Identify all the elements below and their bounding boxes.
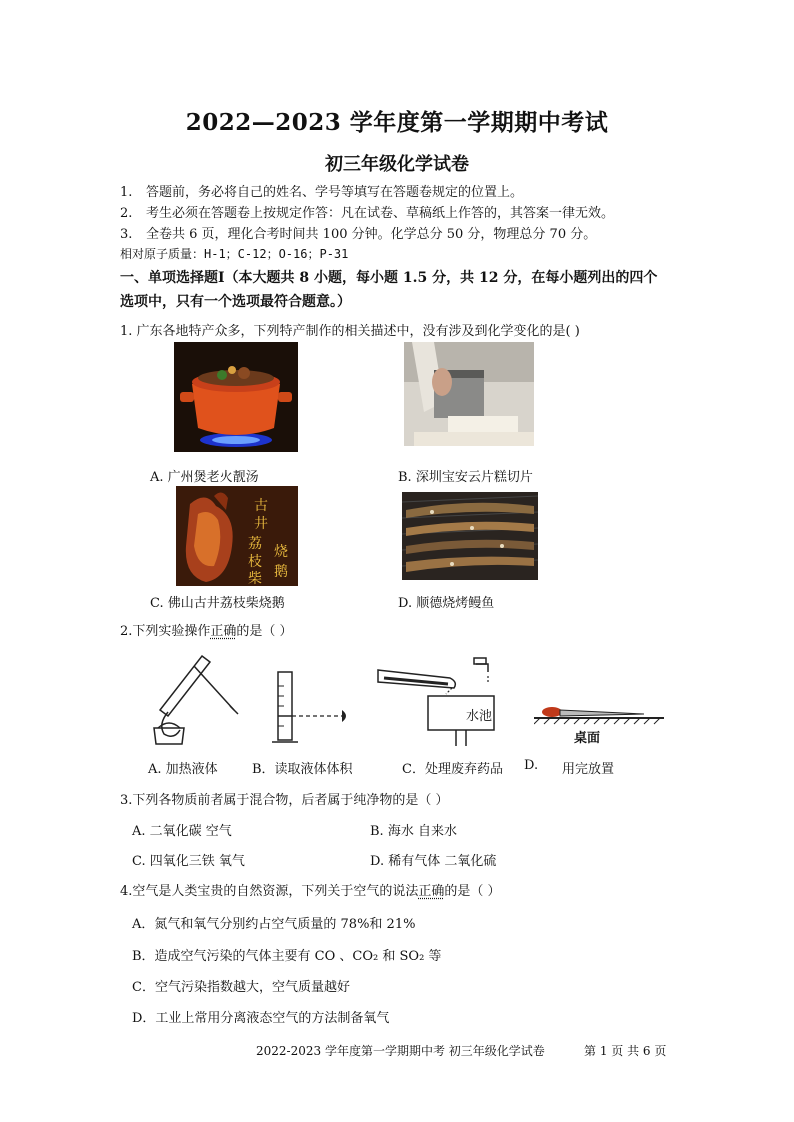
q3-option-c: C. 四氧化三铁 氧气 bbox=[132, 854, 245, 869]
clay-pot-soup-image bbox=[174, 342, 298, 452]
atomic-mass-line: 相对原子质量：H-1；C-12；O-16；P-31 bbox=[120, 247, 349, 261]
note-number: 2. bbox=[120, 206, 133, 221]
dropper-on-table-diagram bbox=[534, 700, 664, 748]
q1-option-d: D. 顺德烧烤鳗鱼 bbox=[398, 596, 495, 611]
q3-option-a: A. 二氧化碳 空气 bbox=[132, 824, 232, 839]
q4-option-c: C．空气污染指数越大，空气质量越好 bbox=[132, 980, 350, 995]
question-3-stem: 3.下列各物质前者属于混合物，后者属于纯净物的是（ ） bbox=[120, 793, 449, 808]
table-label: 桌面 bbox=[574, 730, 601, 745]
note-number: 1. bbox=[120, 185, 133, 200]
section-heading-line1: 一、单项选择题Ⅰ（本大题共 8 小题，每小题 1.5 分，共 12 分，在每小题列出的四个 bbox=[120, 270, 658, 286]
note-3 bbox=[120, 223, 596, 242]
q2-option-d: 用完放置 bbox=[562, 762, 615, 777]
footer-exam-name: 2022-2023 学年度第一学期期中考 初三年级化学试卷 bbox=[256, 1044, 545, 1058]
q4-option-b: B．造成空气污染的气体主要有 CO 、CO₂ 和 SO₂ 等 bbox=[132, 949, 442, 964]
note-1 bbox=[120, 181, 523, 200]
note-text: 考生必须在答题卷上按规定作答：凡在试卷、草稿纸上作答的，其答案一律无效。 bbox=[146, 206, 615, 221]
q2-option-b: B．读取液体体积 bbox=[252, 762, 353, 777]
goose-label-char: 鹅 bbox=[274, 563, 288, 579]
note-2 bbox=[120, 202, 614, 221]
note-text: 全卷共 6 页，理化合考时间共 100 分钟。化学总分 50 分，物理总分 70 分。 bbox=[146, 227, 597, 242]
question-4-stem bbox=[120, 880, 501, 899]
goose-label-char: 烧 bbox=[274, 543, 288, 559]
q4-stem-key: 正确 bbox=[418, 884, 445, 899]
q2-option-d-letter: D. bbox=[524, 758, 539, 773]
cake-slicing-image bbox=[404, 342, 534, 446]
eye-icon bbox=[342, 710, 346, 722]
sink-label: 水池 bbox=[466, 708, 493, 723]
q2-stem-key: 正确 bbox=[210, 624, 237, 639]
q1-option-c: C. 佛山古井荔枝柴烧鹅 bbox=[150, 596, 285, 611]
grilled-eel-image bbox=[402, 492, 538, 580]
goose-label-char: 古 bbox=[254, 497, 268, 513]
note-text: 答题前，务必将自己的姓名、学号等填写在答题卷规定的位置上。 bbox=[146, 185, 524, 200]
q2-stem-pre: 2.下列实验操作 bbox=[120, 624, 211, 639]
q4-option-d: D．工业上常用分离液态空气的方法制备氧气 bbox=[132, 1011, 390, 1026]
goose-label-char: 荔 bbox=[248, 535, 262, 551]
exam-subtitle: 初三年级化学试卷 bbox=[325, 154, 469, 175]
question-1-stem: 1. 广东各地特产众多，下列特产制作的相关描述中，没有涉及到化学变化的是( ) bbox=[120, 324, 580, 339]
graduated-cylinder-diagram bbox=[268, 666, 364, 746]
q3-option-d: D. 稀有气体 二氧化硫 bbox=[370, 854, 497, 869]
goose-label-char: 柴 bbox=[248, 570, 262, 586]
goose-label-char: 枝 bbox=[248, 553, 262, 569]
footer-page-number: 第 1 页 共 6 页 bbox=[584, 1044, 667, 1058]
q3-option-b: B. 海水 自来水 bbox=[370, 824, 457, 839]
q2-option-a: A. 加热液体 bbox=[148, 762, 218, 777]
question-2-stem bbox=[120, 620, 293, 639]
q4-option-a: A．氮气和氧气分别约占空气质量的 78%和 21% bbox=[132, 917, 416, 932]
q1-option-a: A. 广州煲老火靓汤 bbox=[150, 470, 259, 485]
q4-stem-pre: 4.空气是人类宝贵的自然资源，下列关于空气的说法 bbox=[120, 884, 419, 899]
goose-label-char: 井 bbox=[254, 515, 268, 531]
roast-goose-image bbox=[176, 486, 298, 586]
q4-stem-post: 的是（ ） bbox=[444, 884, 501, 899]
waste-disposal-diagram bbox=[374, 654, 504, 750]
section-heading-line2: 选项中，只有一个选项最符合题意。） bbox=[120, 294, 351, 310]
exam-title: 2022—2023 学年度第一学期期中考试 bbox=[185, 109, 609, 136]
q2-option-c: C．处理废弃药品 bbox=[402, 762, 503, 777]
note-number: 3. bbox=[120, 227, 133, 242]
heating-liquid-diagram bbox=[144, 652, 240, 748]
q1-option-b: B. 深圳宝安云片糕切片 bbox=[398, 470, 533, 485]
q2-stem-post: 的是（ ） bbox=[236, 624, 293, 639]
